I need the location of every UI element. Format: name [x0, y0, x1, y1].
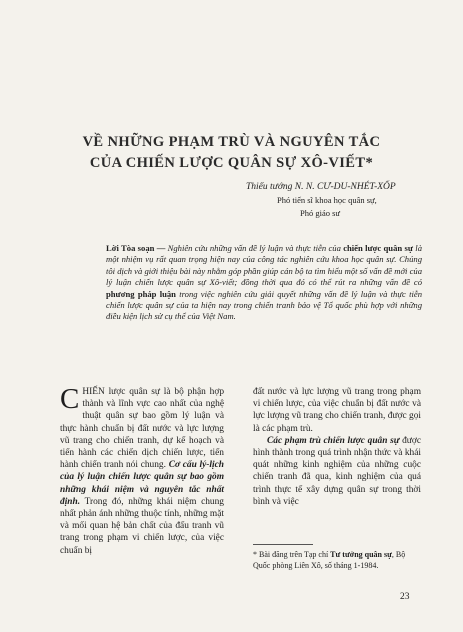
- title-line-1: VỀ NHỮNG PHẠM TRÙ VÀ NGUYÊN TẮC: [82, 134, 381, 150]
- editor-note: [106, 243, 422, 323]
- title-line-2: CỦA CHIẾN LƯỢC QUÂN SỰ XÔ-VIẾT*: [89, 155, 374, 171]
- body-left-emphasis: Cơ cấu lý-lịch của lý luận chiến lược quân sự bao gồm những khái niệm và nguyên tắc nhất định.: [60, 460, 224, 507]
- editor-note-part-3: trong việc nghiên cứu giải quyết những vấn đề lý luận và thực tiễn chiến lược quân sự của ta hiện nay trong chiến tranh bảo vệ Tổ quốc phù hợp với những điều kiện lịch sử cụ thể của Việt Nam.: [106, 288, 423, 322]
- editor-note-strong-2: phương pháp luận: [106, 288, 176, 299]
- page-number: 23: [400, 592, 410, 602]
- body-column-left: [60, 383, 224, 557]
- footnote-journal: Tư tưởng quân sự: [330, 550, 392, 559]
- body-paragraph: [60, 383, 224, 557]
- body-paragraph: đất nước và lực lượng vũ trang trong phạm vi chiến lược, của việc chuẩn bị đất nước và lực lượng vũ trang cho chiến tranh, được gọi là các phạm trù.: [253, 387, 421, 434]
- footnote: [253, 544, 421, 571]
- editor-note-lead: Lời Tòa soạn —: [106, 243, 166, 253]
- drop-cap: C: [60, 383, 80, 415]
- footnote-text-1: * Bài đăng trên Tạp chí: [253, 550, 331, 559]
- article-title: [60, 132, 403, 174]
- author-block: [222, 181, 432, 220]
- body-paragraph: [253, 435, 421, 508]
- footnote-rule: [253, 544, 313, 545]
- author-role-2: Phó giáo sư: [300, 208, 341, 218]
- body-left-text-a: HIẾN lược quân sự là bộ phận hợp thành và lĩnh vực cao nhất của nghệ thuật quân sự bao gồm lý luận và thực hành chuẩn bị đất nước và lực lượng vũ trang cho chiến tranh, dự kế hoạch và tiến hành các chiến dịch chiến lược, tiến hành chiến tranh nói chung.: [60, 387, 224, 471]
- body-column-right: [253, 386, 421, 508]
- body-right-text: được hình thành trong quá trình nhận thức và khái quát những kinh nghiệm của những cuộc chiến tranh đã qua, kinh nghiệm của quá trình thực tế xây dựng quân sự trong thời bình và việc: [253, 435, 421, 507]
- editor-note-part-2: là một nhiệm vụ rất quan trọng hiện nay của công tác nghiên cứu khoa học quân sự. Chúng tôi dịch và giới thiệu bài này nhằm góp phần giúp cán bộ ta tìm hiểu một số vấn đề mới của lý luận chiến lược quân sự Xô-viết; đồng thời qua đó có thể rút ra những vấn đề có: [106, 243, 422, 288]
- body-right-heading: Các phạm trù chiến lược quân sự: [267, 435, 400, 446]
- editor-note-strong-1: chiến lược quân sự: [343, 243, 413, 253]
- editor-note-part-1: Nghiên cứu những vấn đề lý luận và thực tiễn của: [165, 243, 344, 253]
- author-role-1: Phó tiến sĩ khoa học quân sự,: [277, 195, 377, 205]
- body-left-text-c: Trong đó, những khái niệm chung nhất phản ánh những thuộc tính, những mặt và mối quan hệ bản chất của đấu tranh vũ trang trong phạm vi chiến lược, của việc chuẩn bị: [60, 496, 224, 556]
- footnote-text-2: , Bộ Quốc phòng Liên Xô, số tháng 1-1984.: [253, 550, 406, 570]
- author-name: Thiếu tướng N. N. CƯ-DU-NHÉT-XỐP: [246, 182, 396, 192]
